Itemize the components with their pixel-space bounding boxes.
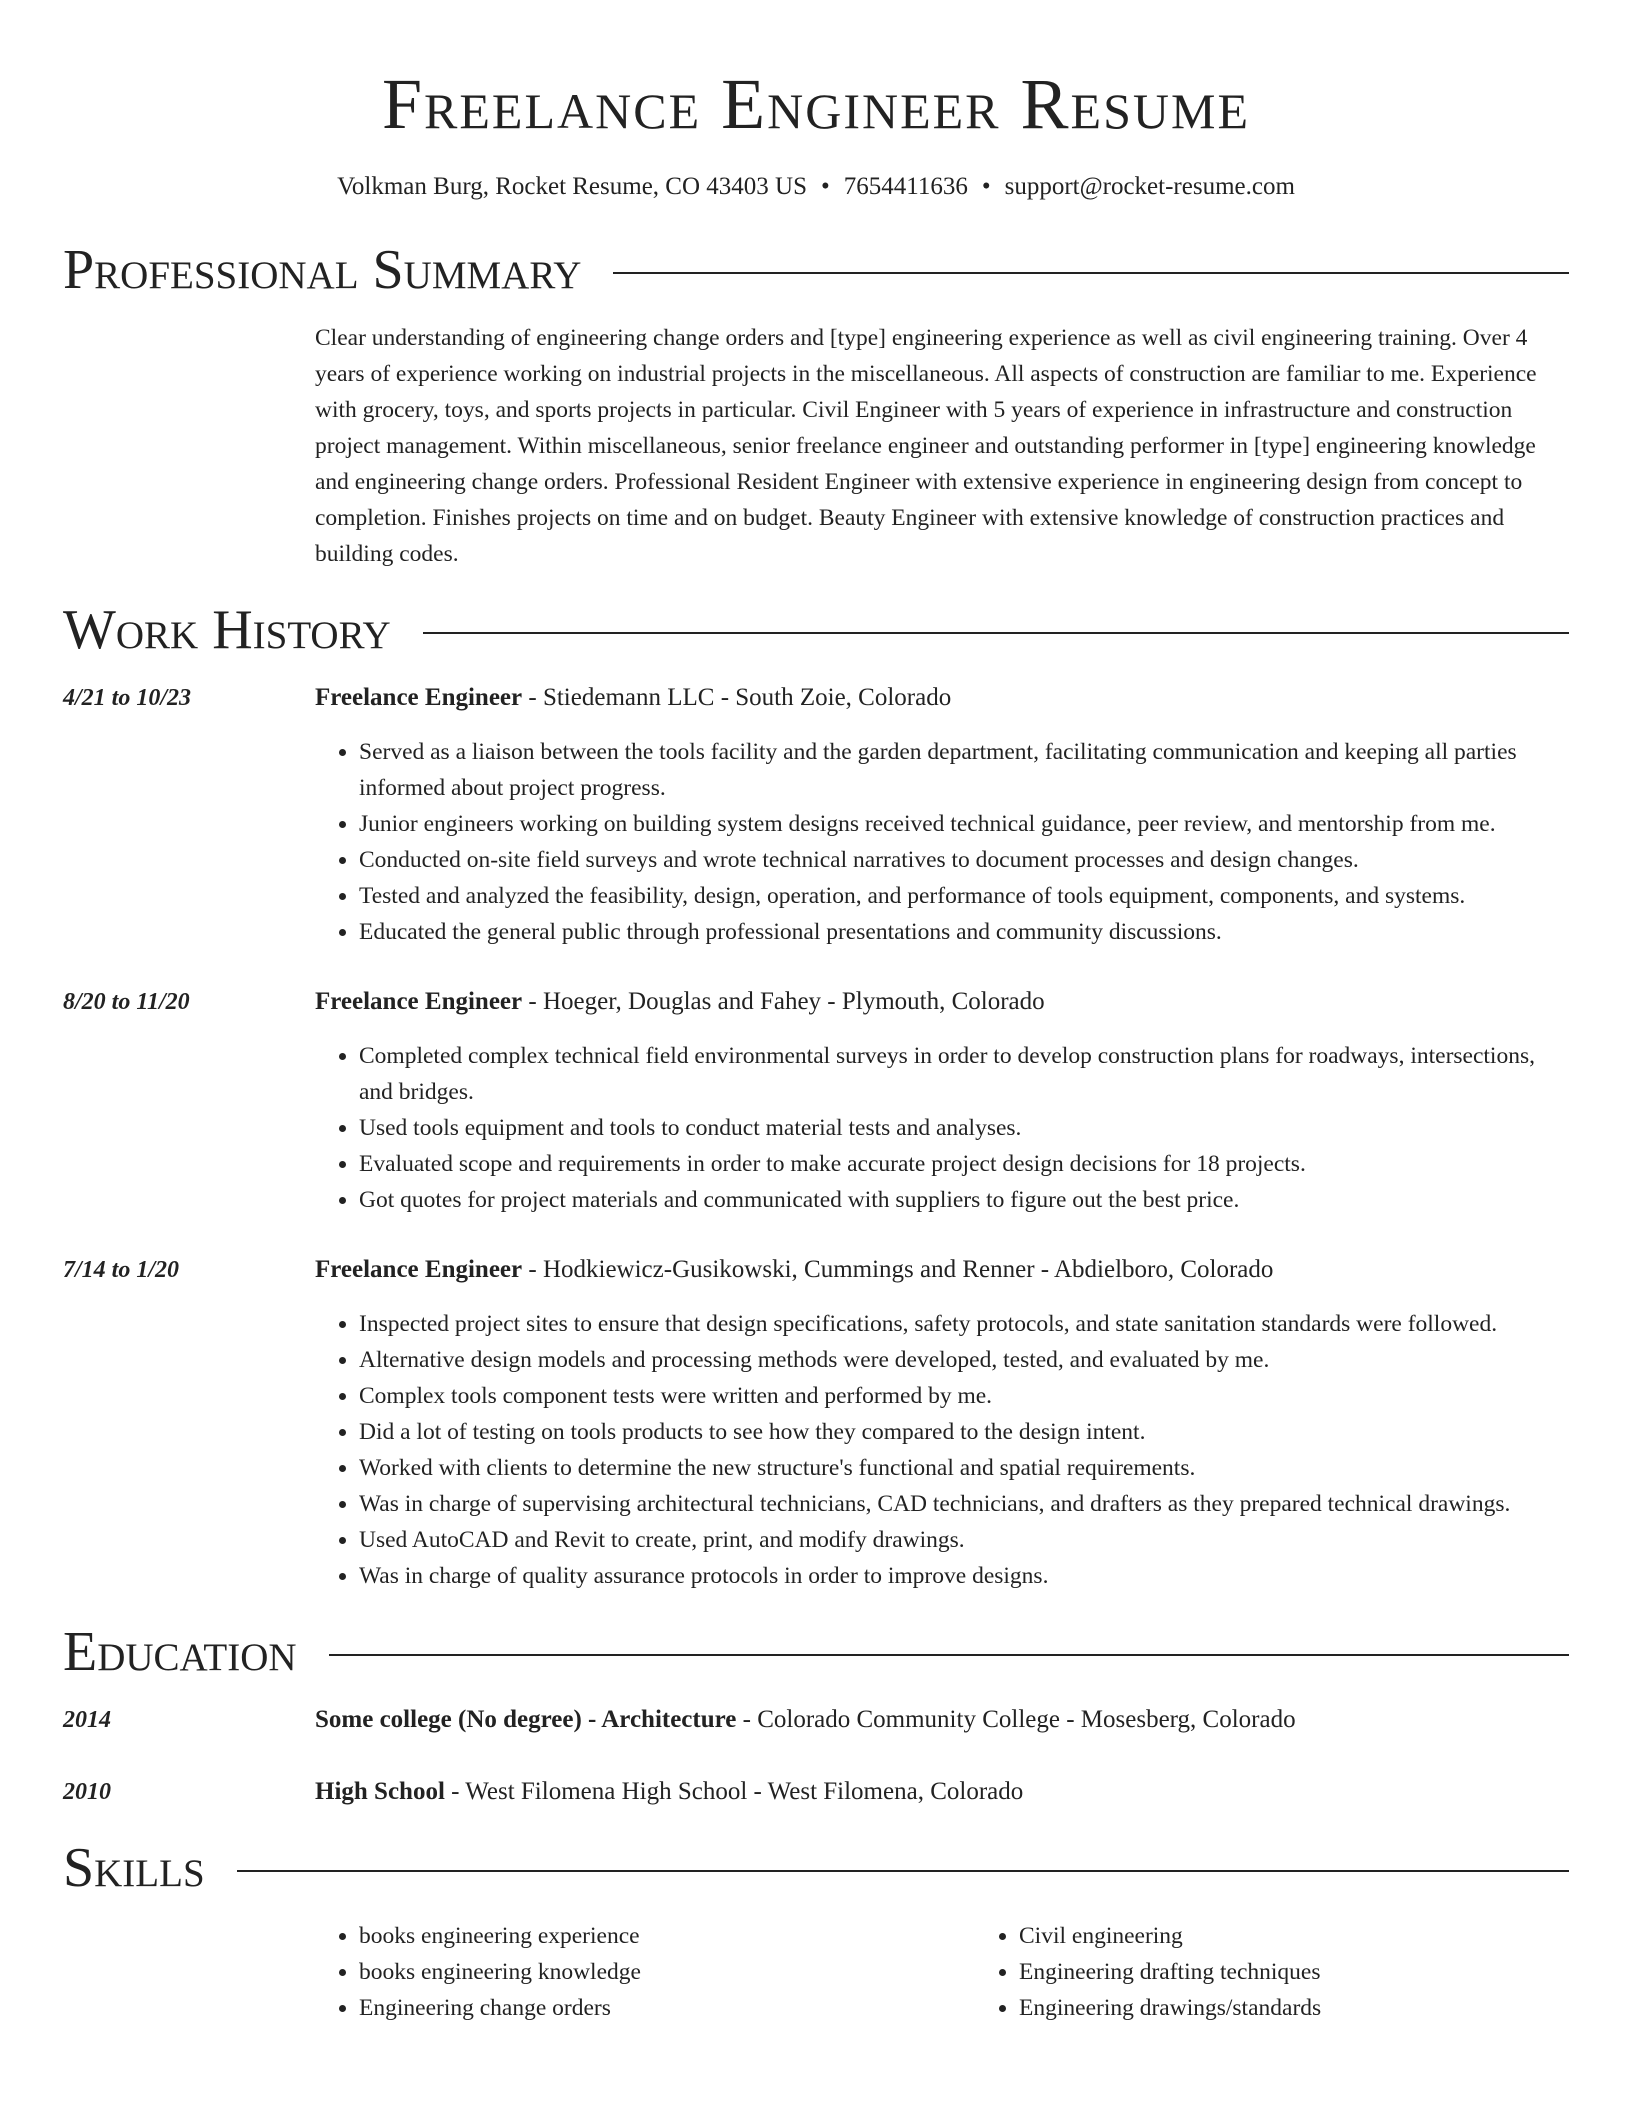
job-employer: - Hoeger, Douglas and Fahey - Plymouth, Colorado [522, 988, 1045, 1015]
education-line [315, 1702, 1296, 1738]
list-item: • Was in charge of quality assurance protocols in order to improve designs. [359, 1558, 1569, 1594]
job-bullet-list [315, 1038, 1569, 1218]
job-title: Freelance Engineer [315, 684, 523, 711]
section-divider [237, 1870, 1569, 1872]
list-item: • Tested and analyzed the feasibility, design, operation, and performance of tools equipment, components, and systems. [359, 878, 1569, 914]
list-item: • Worked with clients to determine the new structure's functional and spatial requirements. [359, 1450, 1569, 1486]
list-item: • Did a lot of testing on tools products to see how they compared to the design intent. [359, 1414, 1569, 1450]
job-header [63, 680, 1569, 716]
resume-title: Freelance Engineer Resume [382, 64, 1250, 144]
education-section-header [63, 1620, 1569, 1684]
education-entry [63, 1702, 1569, 1738]
education-year: 2014 [63, 1707, 111, 1733]
skills-list-left [315, 1918, 975, 2026]
contact-line [63, 172, 1569, 202]
job-header [63, 984, 1569, 1020]
skills-section-header [63, 1836, 1569, 1900]
list-item: • Served as a liaison between the tools facility and the garden department, facilitating communication and keeping all parties informed about project progress. [359, 734, 1569, 806]
section-title-work: Work History [63, 599, 391, 661]
section-title-education: Education [63, 1621, 297, 1683]
job-employer: - Stiedemann LLC - South Zoie, Colorado [522, 684, 952, 711]
job-employer: - Hodkiewicz-Gusikowski, Cummings and Renner - Abdielboro, Colorado [522, 1256, 1274, 1283]
list-item: • Inspected project sites to ensure that design specifications, safety protocols, and state sanitation standards were followed. [359, 1306, 1569, 1342]
education-entry [63, 1774, 1569, 1810]
list-item: • Completed complex technical field environmental surveys in order to develop construction plans for roadways, intersections, and bridges. [359, 1038, 1569, 1110]
list-item: • books engineering knowledge [359, 1954, 975, 1990]
list-item: • books engineering experience [359, 1918, 975, 1954]
list-item: • Educated the general public through professional presentations and community discussions. [359, 914, 1569, 950]
job-details [315, 734, 1569, 950]
address: Volkman Burg, Rocket Resume, CO 43403 US [337, 173, 807, 200]
job-dates: 7/14 to 1/20 [63, 1257, 180, 1283]
work-section-header [63, 598, 1569, 662]
education-line [315, 1774, 1023, 1810]
job-title-line [315, 680, 951, 716]
job-details [315, 1306, 1569, 1594]
email: support@rocket-resume.com [1004, 173, 1295, 200]
job-entry [63, 984, 1569, 1218]
job-details [315, 1038, 1569, 1218]
education-degree: High School [315, 1778, 445, 1805]
list-item: • Evaluated scope and requirements in order to make accurate project design decisions for 18 projects. [359, 1146, 1569, 1182]
list-item: • Got quotes for project materials and communicated with suppliers to figure out the best price. [359, 1182, 1569, 1218]
list-item: • Engineering change orders [359, 1990, 975, 2026]
phone: 7654411636 [843, 173, 968, 200]
list-item: • Junior engineers working on building system designs received technical guidance, peer review, and mentorship from me. [359, 806, 1569, 842]
list-item: • Engineering drafting techniques [1019, 1954, 1632, 1990]
job-title-line [315, 984, 1045, 1020]
summary-text: Clear understanding of engineering change orders and [type] engineering experience as well as civil engineering training. Over 4 years of experience working on industrial projects in the miscellaneous. All aspects of construction are familiar to me. Experience with grocery, toys, and sports projects in particular. Civil Engineer with 5 years of experience in infrastructure and construction project management. Within miscellaneous, senior freelance engineer and outstanding performer in [type] engineering knowledge and engineering change orders. Professional Resident Engineer with extensive experience in engineering design from concept to completion. Finishes projects on time and on budget. Beauty Engineer with extensive knowledge of construction practices and building codes. [315, 325, 1537, 567]
job-bullet-list [315, 1306, 1569, 1594]
list-item: • Alternative design models and processing methods were developed, tested, and evaluated by me. [359, 1342, 1569, 1378]
job-entry [63, 1252, 1569, 1594]
list-item: • Used tools equipment and tools to conduct material tests and analyses. [359, 1110, 1569, 1146]
job-title: Freelance Engineer [315, 988, 523, 1015]
summary-section-header [63, 238, 1569, 302]
education-year: 2010 [63, 1779, 111, 1805]
job-dates: 8/20 to 11/20 [63, 989, 190, 1015]
skills-columns [315, 1918, 1569, 2026]
job-title-line [315, 1252, 1273, 1288]
skills-list-right [975, 1918, 1632, 2026]
list-item: • Was in charge of supervising architectural technicians, CAD technicians, and drafters as they prepared technical drawings. [359, 1486, 1569, 1522]
section-title-summary: Professional Summary [63, 239, 582, 301]
education-school: - West Filomena High School - West Filomena, Colorado [444, 1778, 1024, 1805]
section-divider [423, 632, 1569, 634]
job-bullet-list [315, 734, 1569, 950]
job-entry [63, 680, 1569, 950]
list-item: • Civil engineering [1019, 1918, 1632, 1954]
section-divider [329, 1654, 1569, 1656]
education-degree: Some college (No degree) - Architecture [315, 1706, 737, 1733]
list-item: • Engineering drawings/standards [1019, 1990, 1632, 2026]
list-item: • Used AutoCAD and Revit to create, print, and modify drawings. [359, 1522, 1569, 1558]
job-title: Freelance Engineer [315, 1256, 523, 1283]
section-title-skills: Skills [63, 1837, 205, 1899]
separator-dot: • [981, 173, 991, 200]
section-divider [613, 272, 1569, 274]
job-dates: 4/21 to 10/23 [63, 685, 192, 711]
list-item: • Complex tools component tests were written and performed by me. [359, 1378, 1569, 1414]
list-item: • Conducted on-site field surveys and wrote technical narratives to document processes and design changes. [359, 842, 1569, 878]
separator-dot: • [821, 173, 830, 200]
job-header [63, 1252, 1569, 1288]
education-school: - Colorado Community College - Mosesberg, Colorado [736, 1706, 1296, 1733]
summary-body [315, 320, 1569, 572]
